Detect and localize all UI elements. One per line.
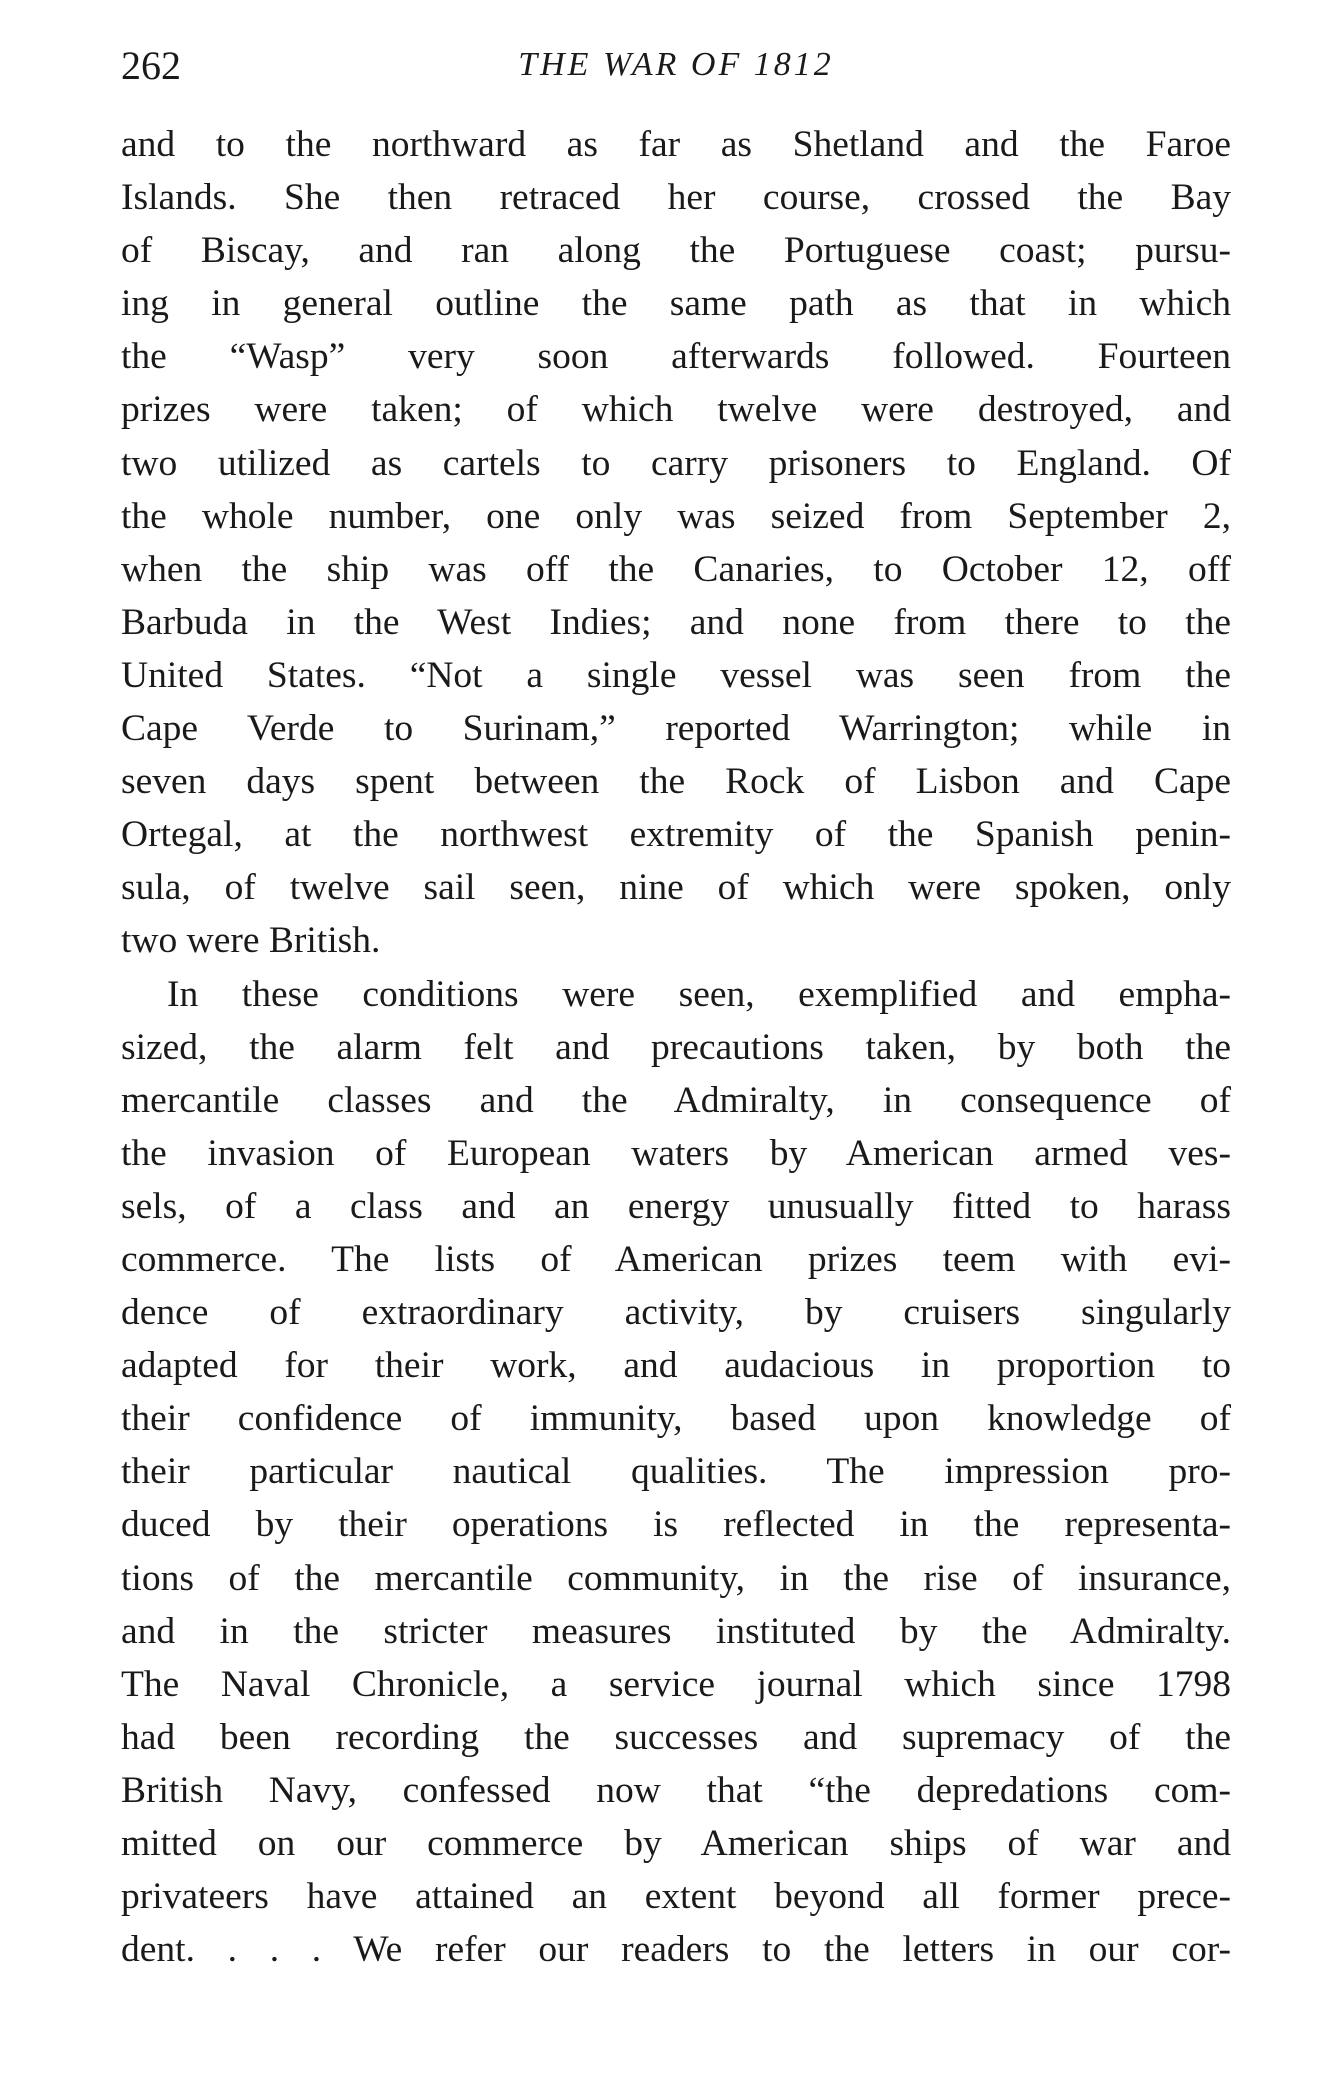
text-line: of Biscay, and ran along the Portuguese coast; pursu- [121, 230, 1231, 272]
text-line: the “Wasp” very soon afterwards followed. Fourteen [121, 336, 1231, 378]
body-text [121, 118, 1231, 1976]
page-number: 262 [121, 43, 181, 88]
text-line: Cape Verde to Surinam,” reported Warrington; while in [121, 708, 1231, 750]
text-line: duced by their operations is reflected in the representa- [121, 1504, 1231, 1546]
text-line: their particular nautical qualities. The impression pro- [121, 1451, 1231, 1493]
text-line: British Navy, confessed now that “the depredations com- [121, 1769, 1231, 1811]
text-line: tions of the mercantile community, in the rise of insurance, [121, 1557, 1231, 1599]
text-line: The Naval Chronicle, a service journal which since 1798 [121, 1663, 1231, 1705]
text-line: and in the stricter measures instituted by the Admiralty. [121, 1610, 1231, 1652]
text-line: ing in general outline the same path as that in which [121, 283, 1231, 325]
text-line: sized, the alarm felt and precautions taken, by both the [121, 1026, 1231, 1068]
text-line: Barbuda in the West Indies; and none from there to the [121, 601, 1231, 643]
text-line: privateers have attained an extent beyond all former prece- [121, 1876, 1231, 1918]
paragraph-1 [121, 118, 1231, 968]
text-line: had been recording the successes and supremacy of the [121, 1716, 1231, 1758]
text-line: commerce. The lists of American prizes teem with evi- [121, 1238, 1231, 1280]
text-line: two were British. [121, 920, 381, 962]
text-line: United States. “Not a single vessel was seen from the [121, 654, 1231, 696]
text-line: Islands. She then retraced her course, crossed the Bay [121, 177, 1231, 219]
paragraph-2 [121, 968, 1231, 1977]
text-line: sels, of a class and an energy unusually fitted to harass [121, 1185, 1231, 1227]
text-line: the whole number, one only was seized from September 2, [121, 495, 1231, 537]
text-line: In these conditions were seen, exemplified and empha- [167, 973, 1231, 1015]
running-title: THE WAR OF 1812 [518, 46, 834, 83]
text-line: and to the northward as far as Shetland and the Faroe [121, 124, 1231, 165]
text-line: mercantile classes and the Admiralty, in consequence of [121, 1079, 1231, 1121]
text-line: prizes were taken; of which twelve were destroyed, and [121, 389, 1231, 431]
text-line: Ortegal, at the northwest extremity of the Spanish penin- [121, 814, 1231, 856]
text-line: the invasion of European waters by American armed ves- [121, 1132, 1231, 1174]
text-line: their confidence of immunity, based upon knowledge of [121, 1398, 1231, 1440]
text-line: mitted on our commerce by American ships of war and [121, 1823, 1231, 1864]
text-line: two utilized as cartels to carry prisoners to England. Of [121, 442, 1231, 484]
page-header [121, 38, 1231, 94]
text-line: when the ship was off the Canaries, to October 12, off [121, 548, 1231, 590]
text-line: sula, of twelve sail seen, nine of which were spoken, only [121, 867, 1231, 909]
text-line: dent. . . . We refer our readers to the letters in our cor- [121, 1929, 1231, 1971]
text-line: adapted for their work, and audacious in proportion to [121, 1345, 1231, 1387]
text-line: seven days spent between the Rock of Lisbon and Cape [121, 761, 1231, 803]
text-line: dence of extraordinary activity, by cruisers singularly [121, 1292, 1231, 1334]
